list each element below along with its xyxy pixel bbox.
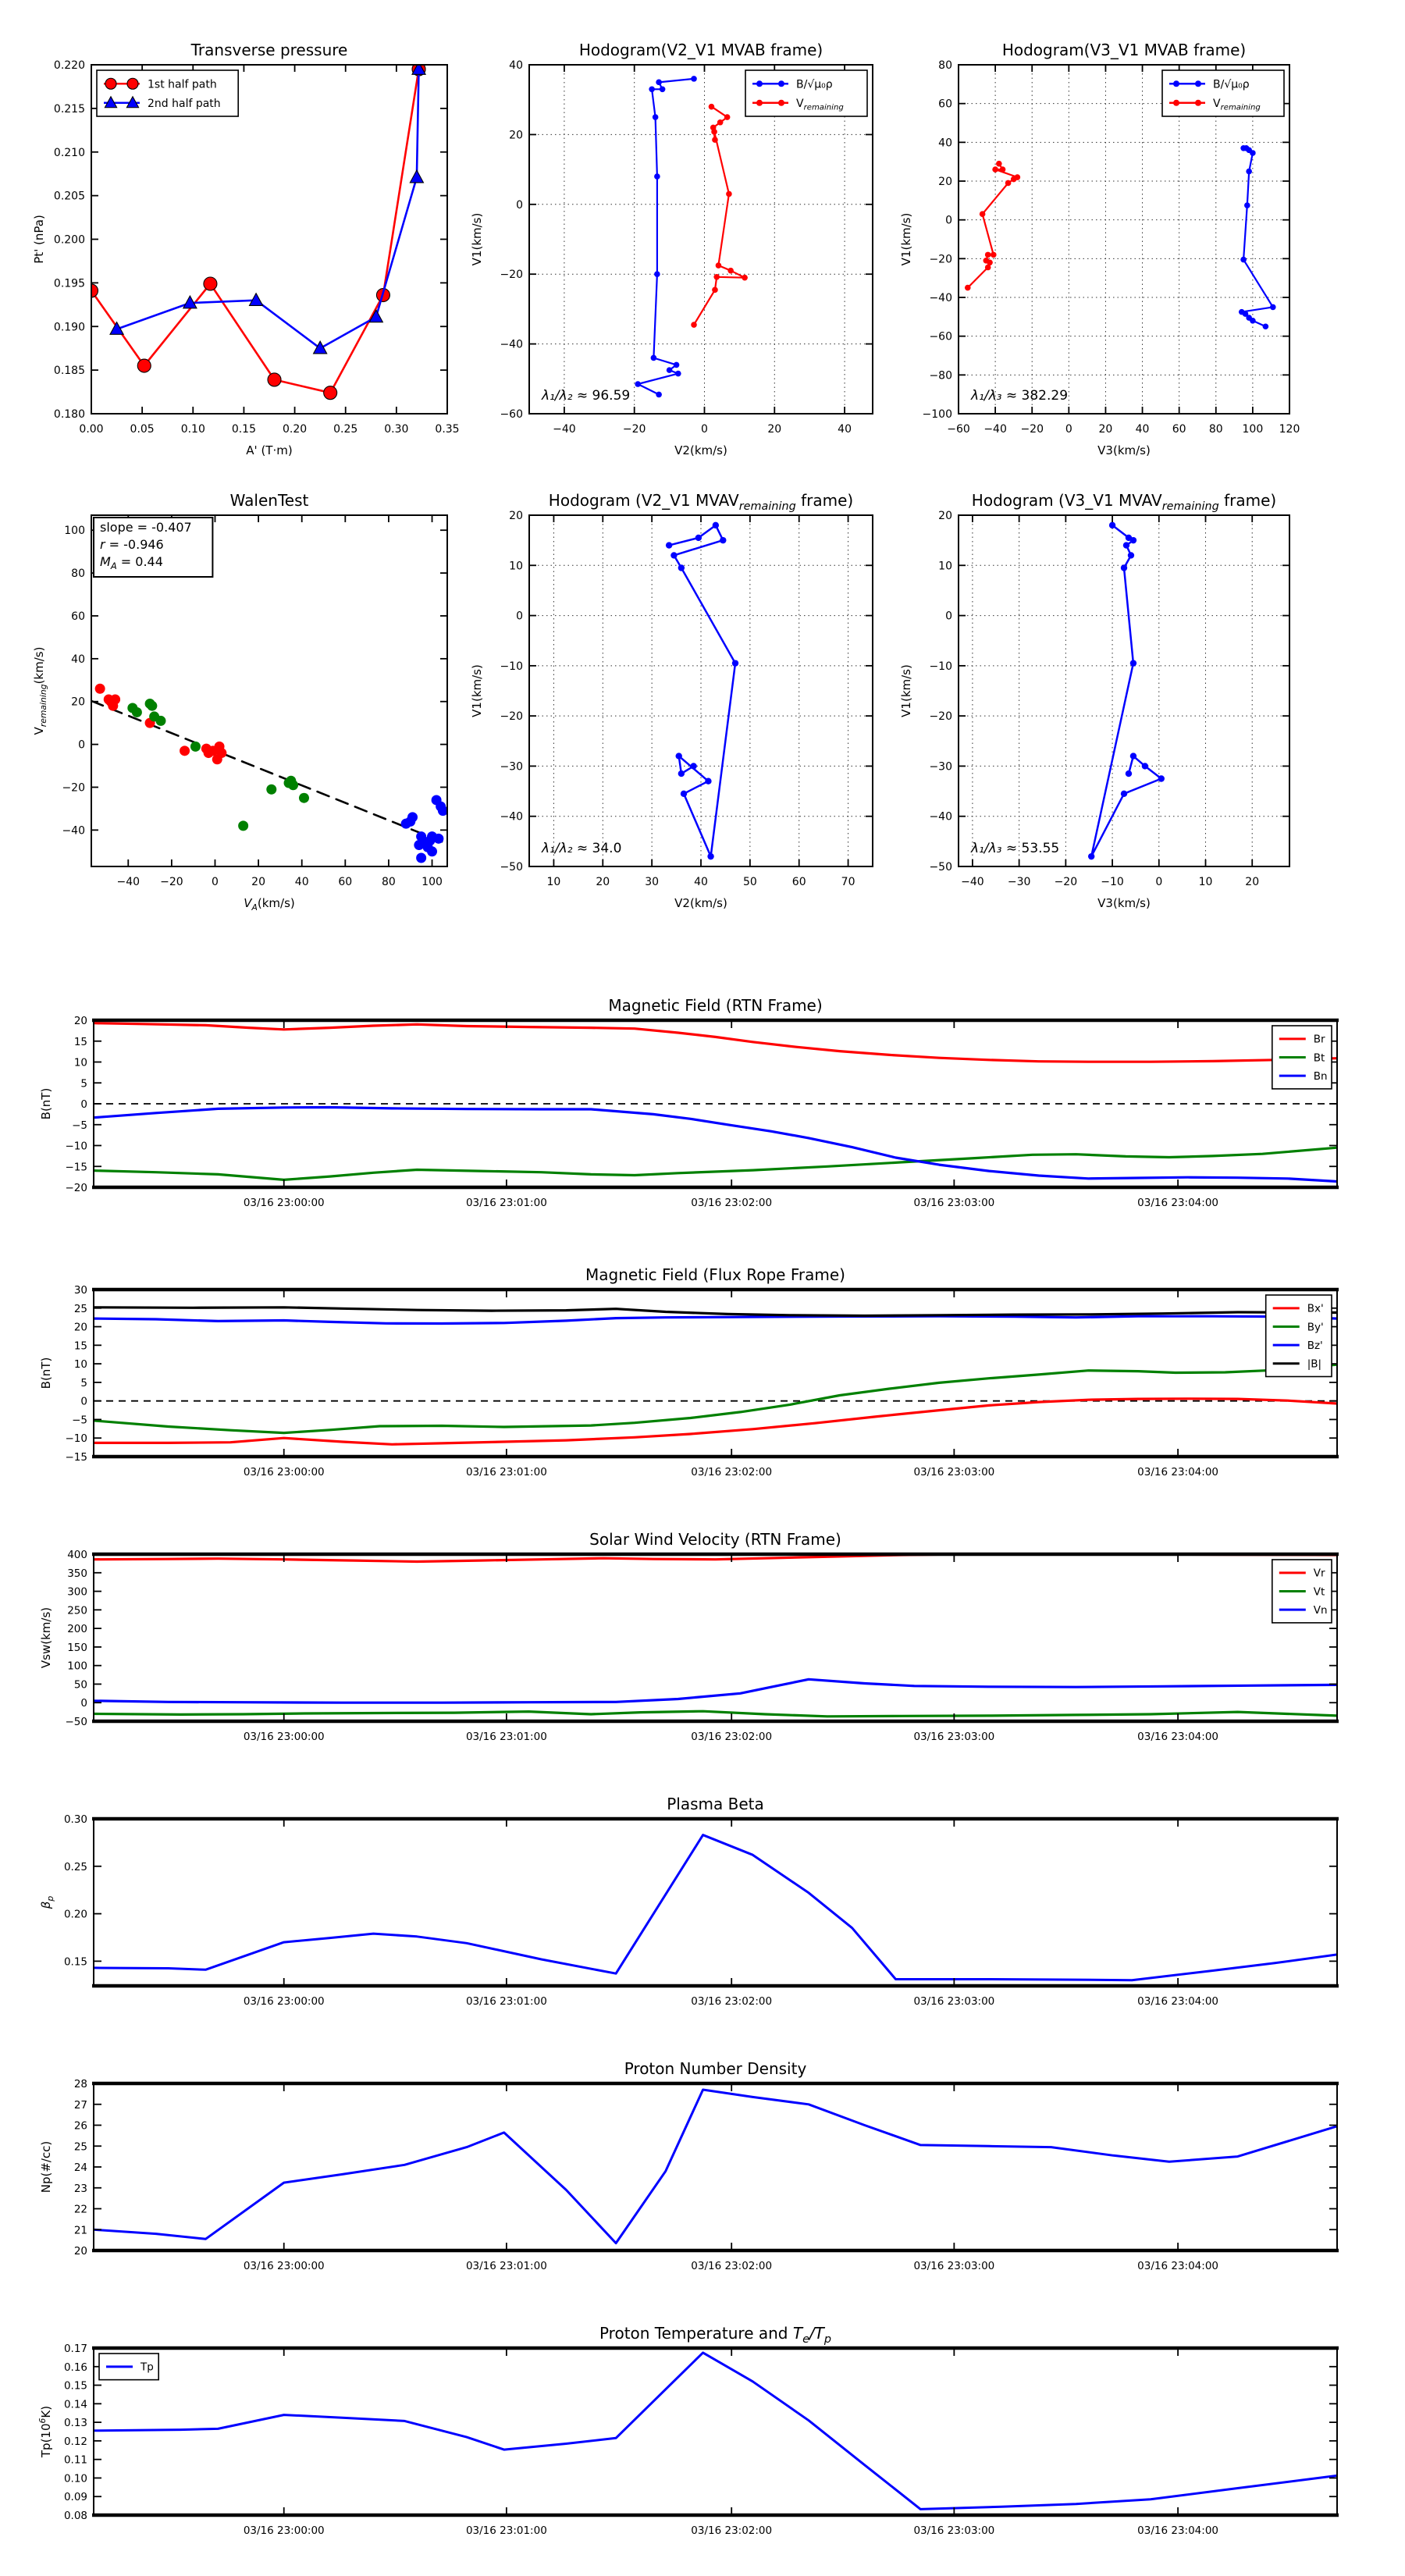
x-tick-label: 40 (838, 423, 852, 436)
x-tick-label: 20 (1098, 423, 1113, 436)
y-tick-label: 0.12 (63, 2435, 87, 2448)
legend-transverse-pressure (97, 70, 238, 116)
y-tick-label: 24 (73, 2161, 87, 2174)
panel-hodogram-v3v1-mvab (899, 41, 1300, 457)
x-tick-label: 03/16 23:03:00 (913, 2260, 995, 2272)
y-tick-label: 0.20 (63, 1908, 87, 1921)
x-tick-label: 0.30 (384, 423, 409, 436)
x-tick-label: −40 (116, 876, 140, 888)
y-tick-label: 0 (516, 198, 523, 212)
legend-b-rtn (1272, 1026, 1332, 1089)
x-tick-label: −20 (1054, 876, 1078, 888)
y-tick-label: −10 (929, 660, 952, 673)
legend-label: Vt (1313, 1585, 1325, 1599)
y-tick-label: −40 (500, 338, 523, 351)
y-axis-label: V1(km/s) (899, 664, 913, 717)
x-tick-label: 0.20 (282, 423, 308, 436)
x-tick-label: 03/16 23:04:00 (1137, 1197, 1219, 1209)
y-tick-label: 20 (73, 1321, 87, 1334)
panel-title: Hodogram(V3_V1 MVAB frame) (1001, 41, 1247, 59)
y-tick-label: 20 (73, 1015, 87, 1027)
annotation-hodogram-v3v1-mvab: λ₁/λ₃ ≈ 382.29 (971, 388, 1069, 404)
annotation-hodogram-v2v1-mvab: λ₁/λ₂ ≈ 96.59 (542, 388, 631, 404)
y-tick-label: 27 (73, 2098, 87, 2112)
x-tick-label: −20 (622, 423, 646, 436)
y-axis-label: V1(km/s) (470, 212, 484, 266)
legend-label: By' (1307, 1321, 1324, 1334)
y-tick-label: −60 (500, 408, 523, 421)
panel-title: Solar Wind Velocity (RTN Frame) (589, 1530, 841, 1549)
y-tick-label: −20 (929, 253, 952, 266)
y-tick-label: 100 (67, 1660, 87, 1673)
y-axis-label: B(nT) (39, 1357, 53, 1389)
x-tick-label: 03/16 23:02:00 (691, 1466, 773, 1478)
y-tick-label: −15 (65, 1161, 87, 1174)
x-tick-label: 03/16 23:01:00 (465, 1995, 547, 2008)
y-tick-label: 40 (71, 653, 85, 666)
x-tick-label: 20 (1245, 876, 1260, 888)
y-tick-label: −10 (500, 660, 523, 673)
legend-label: |B| (1307, 1357, 1322, 1371)
legend-vsw-rtn (1272, 1560, 1332, 1623)
x-axis-label: V3(km/s) (1097, 443, 1151, 457)
y-tick-label: −40 (929, 810, 952, 824)
x-tick-label: 03/16 23:03:00 (913, 2524, 995, 2537)
x-tick-label: 03/16 23:04:00 (1137, 1995, 1219, 2008)
x-tick-label: 0.05 (130, 423, 155, 436)
y-tick-label: 0.13 (63, 2417, 87, 2430)
legend-label: Vn (1313, 1603, 1328, 1617)
x-tick-label: −30 (1007, 876, 1031, 888)
x-tick-label: 03/16 23:00:00 (243, 1466, 325, 1478)
x-tick-label: 40 (294, 876, 309, 888)
annotation-hodogram-v2v1-mvav: λ₁/λ₂ ≈ 34.0 (542, 841, 622, 856)
x-tick-label: 0 (1065, 423, 1072, 436)
x-tick-label: 10 (546, 876, 561, 888)
x-tick-label: 20 (251, 876, 266, 888)
y-tick-label: 10 (73, 1358, 87, 1372)
panel-b-fluxrope (39, 1265, 1339, 1478)
legend-label: $V_{remaining}$ (1213, 97, 1261, 112)
x-tick-label: 0 (701, 423, 708, 436)
y-tick-label: 0.14 (63, 2398, 87, 2411)
x-tick-label: 80 (1208, 423, 1223, 436)
x-tick-label: 30 (645, 876, 660, 888)
y-tick-label: 0.190 (53, 321, 85, 334)
y-tick-label: 0.10 (63, 2472, 87, 2485)
x-tick-label: 60 (338, 876, 353, 888)
legend-label: Bt (1313, 1051, 1325, 1065)
x-tick-label: 03/16 23:04:00 (1137, 1731, 1219, 1743)
x-tick-label: 03/16 23:02:00 (691, 1995, 773, 2008)
y-tick-label: −20 (500, 269, 523, 282)
x-tick-label: 100 (422, 876, 443, 888)
y-tick-label: 0 (78, 738, 85, 752)
y-axis-label: $\beta_p$ (39, 1895, 55, 1909)
y-tick-label: 60 (938, 98, 952, 111)
y-axis-label: Pt' (nPa) (32, 215, 46, 264)
y-tick-label: 100 (64, 525, 85, 538)
y-tick-label: 0.210 (53, 146, 85, 159)
x-axis-label: V2(km/s) (674, 443, 727, 457)
x-tick-label: 03/16 23:01:00 (465, 1197, 547, 1209)
y-tick-label: −20 (929, 710, 952, 724)
y-tick-label: 10 (509, 560, 523, 573)
x-axis-label: A' (T·m) (246, 443, 293, 457)
y-tick-label: 5 (80, 1376, 87, 1389)
y-tick-label: −80 (929, 369, 952, 382)
panel-b-rtn (39, 996, 1339, 1209)
y-tick-label: 0.30 (63, 1813, 87, 1826)
y-tick-label: −20 (62, 781, 85, 795)
y-tick-label: −60 (929, 330, 952, 343)
y-tick-label: 0.15 (63, 1955, 87, 1969)
stats-line: r = -0.946 (100, 537, 164, 552)
panel-title: Hodogram (V2_V1 $MVAV_{remaining}$ frame) (548, 491, 854, 513)
y-tick-label: −40 (500, 810, 523, 824)
x-tick-label: 03/16 23:04:00 (1137, 2524, 1219, 2537)
legend-hodogram-v3v1-mvab (1162, 70, 1284, 116)
y-tick-label: −5 (72, 1119, 87, 1132)
y-tick-label: 0.200 (53, 233, 85, 247)
y-tick-label: 60 (71, 610, 85, 623)
x-tick-label: 03/16 23:03:00 (913, 1197, 995, 1209)
x-tick-label: 10 (1198, 876, 1213, 888)
x-tick-label: 03/16 23:04:00 (1137, 1466, 1219, 1478)
y-tick-label: 25 (73, 2140, 87, 2154)
y-tick-label: 80 (71, 568, 85, 581)
panel-title: Hodogram (V3_V1 $MVAV_{remaining}$ frame) (971, 491, 1277, 513)
y-tick-label: 30 (73, 1284, 87, 1297)
x-axis-label: V3(km/s) (1097, 896, 1151, 910)
panel-title: Proton Temperature and $T_e/T_p$ (599, 2324, 832, 2346)
x-axis-label: V2(km/s) (674, 896, 727, 910)
panel-vsw-rtn (39, 1530, 1339, 1743)
x-tick-label: −60 (947, 423, 970, 436)
x-tick-label: 03/16 23:02:00 (691, 2524, 773, 2537)
legend-label: $V_{remaining}$ (796, 97, 844, 112)
y-tick-label: 0.195 (53, 277, 85, 290)
panel-title: Magnetic Field (RTN Frame) (608, 996, 823, 1015)
panel-plasma-beta (39, 1795, 1339, 2008)
y-tick-label: 0.220 (53, 59, 85, 72)
y-tick-label: −15 (65, 1451, 87, 1464)
x-tick-label: 70 (841, 876, 855, 888)
y-tick-label: 40 (938, 137, 952, 150)
x-tick-label: 03/16 23:04:00 (1137, 2260, 1219, 2272)
x-tick-label: 03/16 23:01:00 (465, 1466, 547, 1478)
x-tick-label: 03/16 23:01:00 (465, 2524, 547, 2537)
y-tick-label: 250 (67, 1604, 87, 1617)
y-tick-label: 0.180 (53, 408, 85, 421)
legend-tp (99, 2354, 158, 2380)
panel-walen-test (32, 491, 448, 913)
x-tick-label: 100 (1242, 423, 1264, 436)
x-tick-label: 20 (767, 423, 782, 436)
y-tick-label: −30 (929, 760, 952, 774)
y-tick-label: 0.215 (53, 102, 85, 116)
legend-label: 1st half path (148, 78, 217, 91)
panel-title: Magnetic Field (Flux Rope Frame) (585, 1265, 845, 1284)
x-tick-label: 120 (1279, 423, 1300, 436)
y-tick-label: −50 (500, 861, 523, 873)
y-tick-label: −50 (929, 861, 952, 873)
panel-title: Plasma Beta (667, 1795, 764, 1813)
legend-label: Tp (140, 2361, 154, 2374)
y-tick-label: −20 (500, 710, 523, 724)
x-tick-label: 03/16 23:03:00 (913, 1995, 995, 2008)
y-tick-label: 0.205 (53, 190, 85, 203)
panel-title: Hodogram(V2_V1 MVAB frame) (578, 41, 823, 59)
y-tick-label: 0.185 (53, 365, 85, 378)
y-tick-label: 0 (80, 1098, 87, 1111)
legend-label: Vr (1313, 1567, 1325, 1580)
y-axis-label: Np(#/cc) (39, 2140, 53, 2194)
legend-label: Bz' (1307, 1339, 1323, 1352)
y-tick-label: 150 (67, 1641, 87, 1654)
y-tick-label: 20 (73, 2245, 87, 2258)
x-tick-label: 20 (596, 876, 610, 888)
panel-tp (37, 2324, 1339, 2537)
legend-label: Br (1313, 1033, 1325, 1046)
y-tick-label: 20 (938, 510, 952, 522)
y-axis-label: $Tp(10^6K)$ (37, 2405, 53, 2458)
y-axis-label: B(nT) (39, 1087, 53, 1120)
y-tick-label: 80 (938, 59, 952, 72)
y-tick-label: 20 (509, 510, 523, 522)
x-tick-label: 03/16 23:01:00 (465, 1731, 547, 1743)
y-tick-label: 0.16 (63, 2361, 87, 2374)
y-tick-label: 350 (67, 1567, 87, 1580)
y-tick-label: −30 (500, 760, 523, 774)
x-tick-label: −40 (984, 423, 1007, 436)
legend-label: B/√μ₀ρ (1213, 78, 1250, 91)
y-tick-label: 0.11 (63, 2453, 87, 2467)
panel-title: Proton Number Density (624, 2059, 807, 2078)
x-tick-label: 0.35 (435, 423, 460, 436)
x-tick-label: 03/16 23:01:00 (465, 2260, 547, 2272)
y-tick-label: 0 (945, 214, 952, 227)
legend-label: B/√μ₀ρ (796, 78, 833, 91)
stats-line: $M_A = 0.44$ (100, 554, 163, 571)
panel-hodogram-v2v1-mvab (470, 41, 873, 457)
x-tick-label: 0.15 (231, 423, 257, 436)
stats-box (94, 518, 212, 577)
legend-label: 2nd half path (148, 97, 221, 110)
x-tick-label: 0 (1155, 876, 1163, 888)
panel-title: WalenTest (229, 491, 309, 510)
y-tick-label: 22 (73, 2203, 87, 2216)
y-tick-label: −40 (929, 292, 952, 304)
y-tick-label: 0 (80, 1697, 87, 1710)
y-tick-label: 28 (73, 2078, 87, 2090)
x-tick-label: 03/16 23:02:00 (691, 1197, 773, 1209)
x-tick-label: 03/16 23:03:00 (913, 1731, 995, 1743)
x-tick-label: −40 (961, 876, 984, 888)
x-tick-label: 0.25 (333, 423, 358, 436)
y-tick-label: 40 (509, 59, 523, 72)
y-tick-label: 23 (73, 2182, 87, 2195)
y-tick-label: 200 (67, 1623, 87, 1636)
y-tick-label: 0 (516, 610, 523, 623)
x-tick-label: 0 (212, 876, 219, 888)
y-tick-label: −10 (65, 1140, 87, 1153)
y-tick-label: 0.25 (63, 1860, 87, 1873)
y-tick-label: 0.08 (63, 2510, 87, 2522)
legend-label: Bx' (1307, 1302, 1324, 1315)
x-tick-label: 0.10 (180, 423, 205, 436)
x-tick-label: 0.00 (79, 423, 104, 436)
x-tick-label: 03/16 23:00:00 (243, 2524, 325, 2537)
legend-label: Bn (1313, 1069, 1328, 1083)
x-tick-label: 50 (742, 876, 757, 888)
y-axis-label: Vsw(km/s) (39, 1606, 53, 1669)
x-tick-label: 03/16 23:02:00 (691, 2260, 773, 2272)
x-tick-label: 60 (1172, 423, 1186, 436)
y-tick-label: −100 (922, 408, 952, 421)
y-tick-label: 20 (509, 129, 523, 142)
y-axis-label: V1(km/s) (899, 212, 913, 266)
x-tick-label: 03/16 23:00:00 (243, 1995, 325, 2008)
x-tick-label: 03/16 23:00:00 (243, 1731, 325, 1743)
y-tick-label: 50 (73, 1678, 87, 1692)
stats-line: slope = -0.407 (100, 520, 192, 535)
panel-np (39, 2059, 1339, 2272)
y-tick-label: −50 (65, 1716, 87, 1728)
x-tick-label: 03/16 23:00:00 (243, 1197, 325, 1209)
y-tick-label: 5 (80, 1077, 87, 1091)
y-tick-label: 300 (67, 1585, 87, 1599)
annotation-hodogram-v3v1-mvav: λ₁/λ₃ ≈ 53.55 (971, 841, 1060, 856)
panel-hodogram-v3v1-mvav (899, 491, 1289, 910)
y-tick-label: 10 (938, 560, 952, 573)
y-tick-label: 0 (945, 610, 952, 623)
y-tick-label: −5 (72, 1414, 87, 1427)
legend-b-fluxrope (1266, 1295, 1332, 1377)
y-tick-label: 0 (80, 1395, 87, 1408)
x-tick-label: −10 (1101, 876, 1124, 888)
x-tick-label: 03/16 23:03:00 (913, 1466, 995, 1478)
y-tick-label: −40 (62, 824, 85, 838)
y-axis-label: $V_{remaining}(km/s)$ (32, 646, 48, 735)
y-tick-label: 21 (73, 2224, 87, 2237)
y-tick-label: 25 (73, 1302, 87, 1315)
y-tick-label: −20 (65, 1182, 87, 1194)
x-tick-label: −40 (553, 423, 576, 436)
y-tick-label: 20 (938, 176, 952, 188)
x-tick-label: −20 (160, 876, 183, 888)
y-tick-label: 15 (73, 1035, 87, 1048)
panel-title: Transverse pressure (190, 41, 348, 59)
panel-transverse-pressure (32, 41, 460, 457)
y-tick-label: −10 (65, 1432, 87, 1446)
x-tick-label: 40 (1135, 423, 1150, 436)
x-tick-label: −20 (1020, 423, 1044, 436)
y-tick-label: 26 (73, 2119, 87, 2133)
y-tick-label: 0.17 (63, 2343, 87, 2355)
x-tick-label: 80 (382, 876, 396, 888)
y-tick-label: 20 (71, 696, 85, 709)
x-axis-label: $V_A(km/s)$ (244, 896, 295, 913)
x-tick-label: 60 (791, 876, 806, 888)
y-tick-label: 10 (73, 1056, 87, 1069)
y-tick-label: 15 (73, 1340, 87, 1353)
y-tick-label: 400 (67, 1549, 87, 1561)
y-axis-label: V1(km/s) (470, 664, 484, 717)
legend-hodogram-v2v1-mvab (745, 70, 867, 116)
y-tick-label: 0.09 (63, 2491, 87, 2504)
x-tick-label: 03/16 23:02:00 (691, 1731, 773, 1743)
x-tick-label: 40 (694, 876, 708, 888)
panel-hodogram-v2v1-mvav (470, 491, 873, 910)
x-tick-label: 03/16 23:00:00 (243, 2260, 325, 2272)
y-tick-label: 0.15 (63, 2379, 87, 2393)
